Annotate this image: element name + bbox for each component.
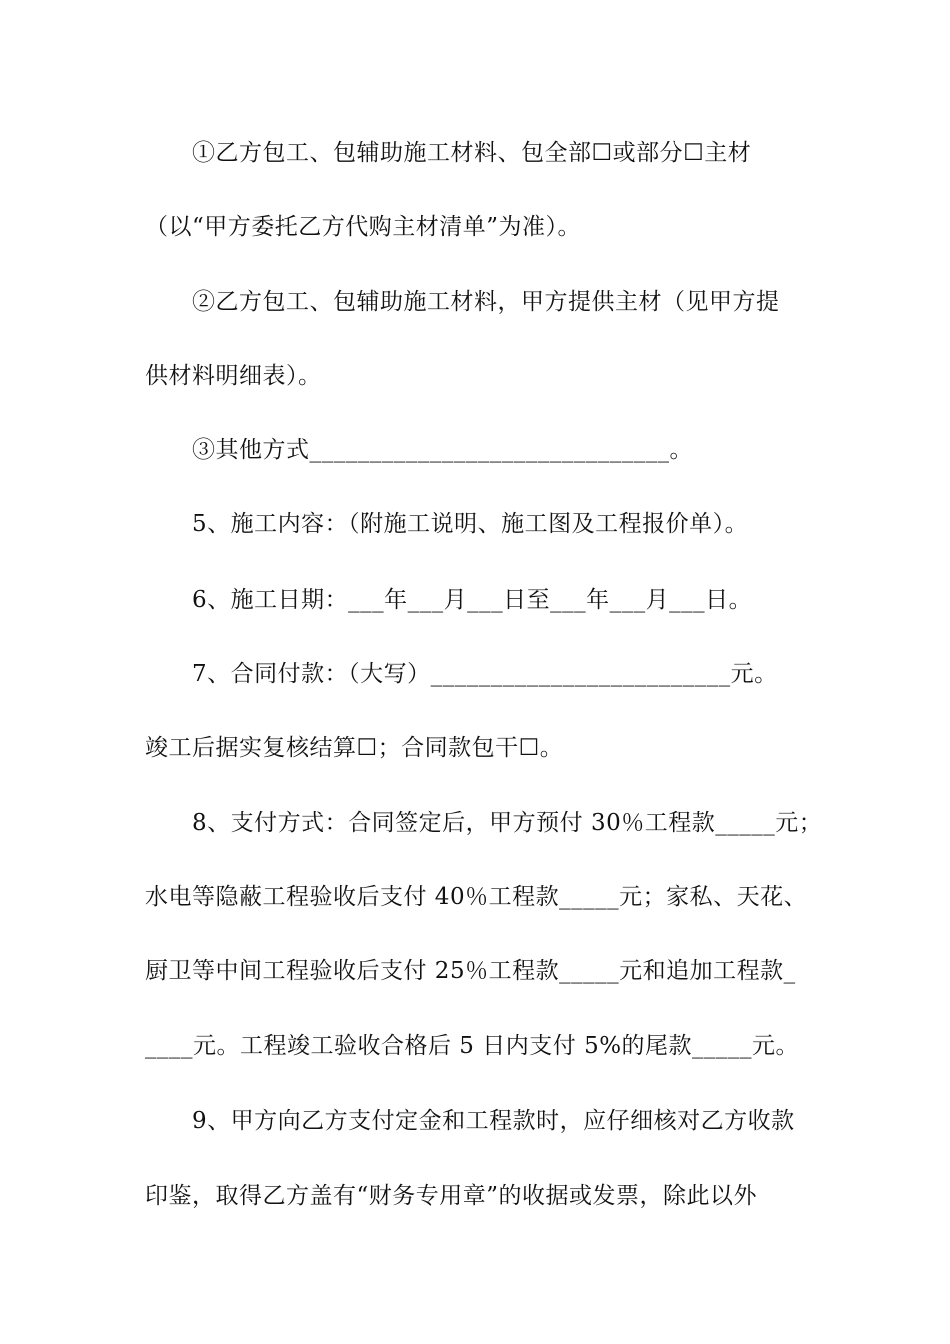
paragraph-line: 6、施工日期：___年___月___日至___年___月___日。: [192, 587, 753, 613]
paragraph-line: 供材料明细表）。: [145, 363, 322, 389]
paragraph-line: 9、甲方向乙方支付定金和工程款时，应仔细核对乙方收款: [192, 1108, 795, 1134]
paragraph-line: 5、施工内容：（附施工说明、施工图及工程报价单）。: [192, 511, 749, 537]
paragraph-line: ①乙方包工、包辅助施工材料、包全部☐或部分☐主材: [192, 140, 752, 166]
paragraph-line: ____元。工程竣工验收合格后 5 日内支付 5%的尾款_____元。: [145, 1033, 800, 1059]
paragraph-line: ②乙方包工、包辅助施工材料，甲方提供主材（见甲方提: [192, 289, 780, 315]
paragraph-line: ③其他方式______________________________。: [192, 437, 693, 463]
paragraph-line: （以“甲方委托乙方代购主材清单”为准）。: [145, 214, 582, 240]
paragraph-line: 竣工后据实复核结算☐；合同款包干☐。: [145, 735, 564, 761]
paragraph-line: 厨卫等中间工程验收后支付 25％工程款_____元和追加工程款_: [145, 958, 796, 984]
paragraph-line: 印鉴，取得乙方盖有“财务专用章”的收据或发票，除此以外: [145, 1183, 758, 1209]
paragraph-line: 水电等隐蔽工程验收后支付 40％工程款_____元；家私、天花、: [145, 884, 808, 910]
paragraph-line: 8、支付方式：合同签定后，甲方预付 30％工程款_____元；: [192, 810, 823, 836]
paragraph-line: 7、合同付款：（大写）_________________________元。: [192, 661, 778, 687]
